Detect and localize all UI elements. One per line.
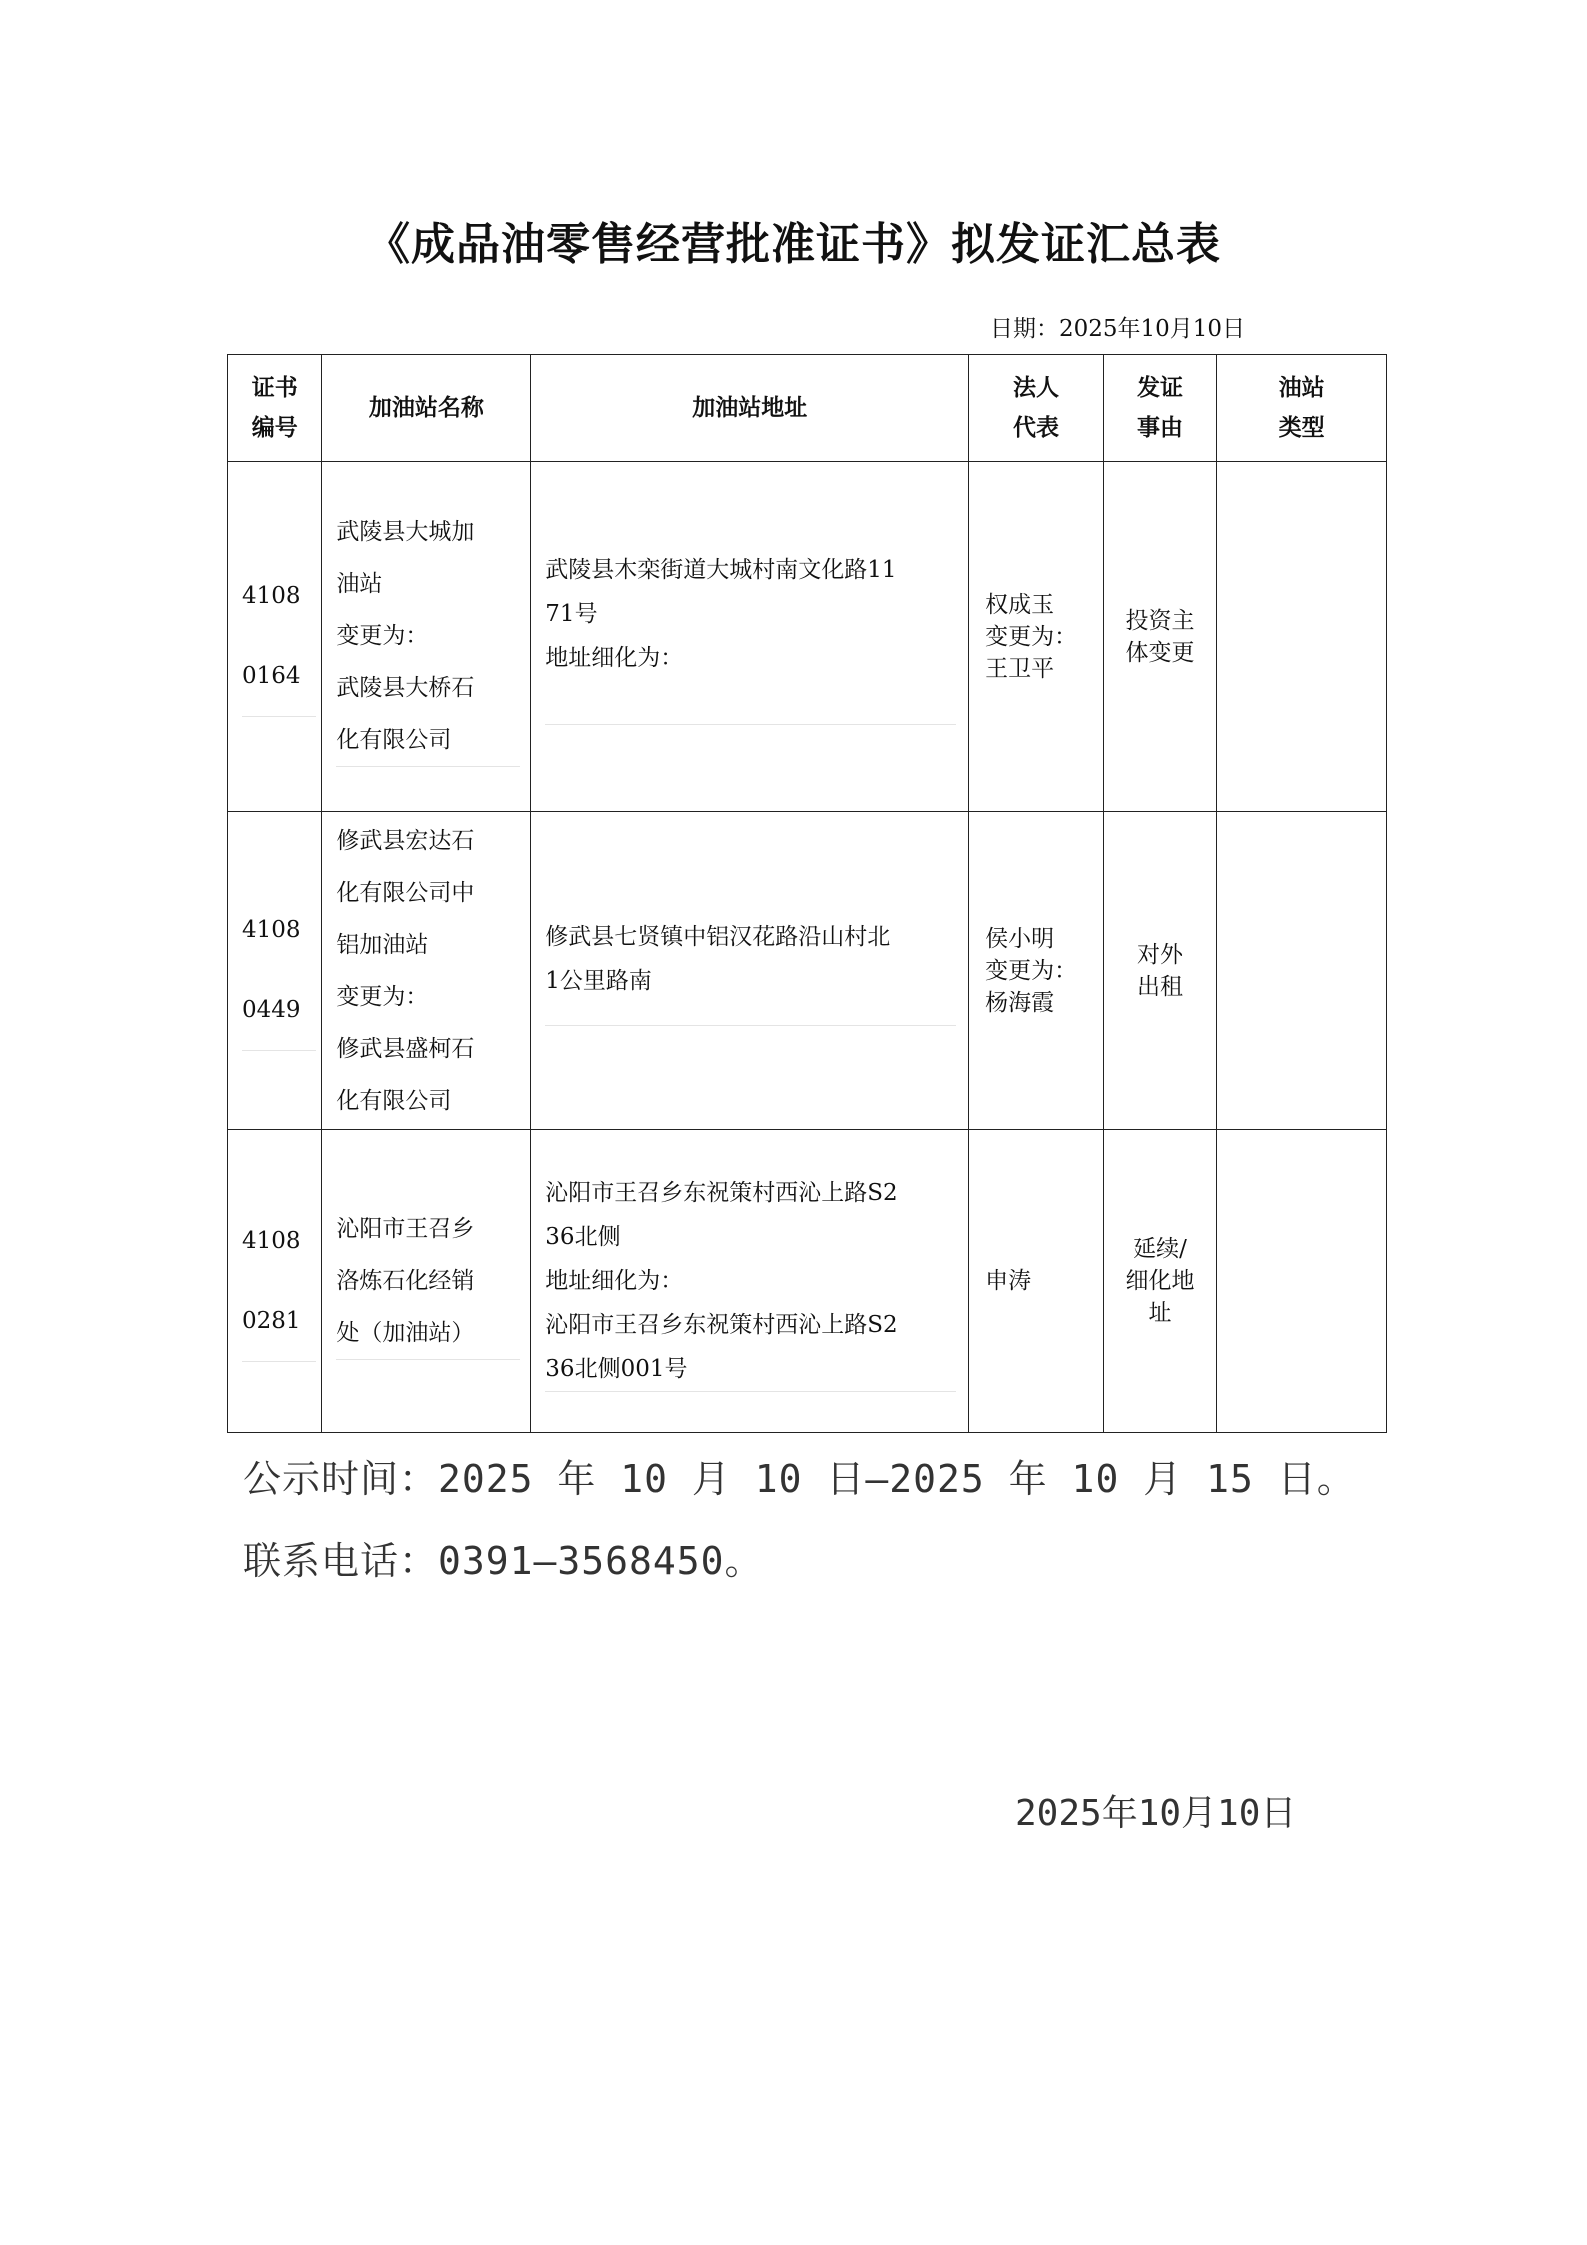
issue-reason: 延续/ 细化地 址	[1125, 1236, 1195, 1326]
table-row	[228, 1130, 1387, 1433]
reason-cell	[1103, 812, 1216, 1130]
cert-no-cell	[228, 462, 322, 812]
legal-rep: 侯小明 变更为： 杨海霞	[985, 925, 1078, 1016]
legal-rep-cell	[969, 462, 1104, 812]
notice-period: 公示时间：2025 年 10 月 10 日—2025 年 10 月 15 日。	[243, 1457, 1356, 1501]
header-legal-rep: 法人 代表	[969, 355, 1104, 462]
legal-rep: 权成玉 变更为： 王卫平	[985, 591, 1078, 682]
legal-rep: 申涛	[985, 1268, 1032, 1294]
station-name: 武陵县大城加 油站 变更为： 武陵县大桥石 化有限公司	[336, 506, 520, 767]
table-row	[228, 462, 1387, 812]
signature-date: 2025年10月10日	[1015, 1793, 1297, 1834]
station-name: 沁阳市王召乡 洛炼石化经销 处（加油站）	[336, 1203, 520, 1360]
header-station-address: 加油站地址	[531, 355, 969, 462]
station-address-cell	[531, 812, 969, 1130]
cert-no-cell	[228, 812, 322, 1130]
station-address-cell	[531, 1130, 969, 1433]
station-type-cell	[1217, 1130, 1387, 1433]
station-name-cell	[322, 1130, 531, 1433]
header-station-type: 油站 类型	[1217, 355, 1387, 462]
cert-no-part: 4108	[242, 1227, 301, 1254]
reason-cell	[1103, 462, 1216, 812]
cert-no-part: 0449	[242, 970, 316, 1051]
table-row	[228, 812, 1387, 1130]
cert-no-part: 0164	[242, 636, 316, 717]
cert-no-part: 0281	[242, 1281, 316, 1362]
issue-reason: 对外 出租	[1136, 941, 1183, 1000]
station-name-cell	[322, 462, 531, 812]
cert-no-part: 4108	[242, 917, 301, 943]
station-type-cell	[1217, 812, 1387, 1130]
station-name: 修武县宏达石 化有限公司中 铝加油站 变更为： 修武县盛柯石 化有限公司	[336, 827, 475, 1114]
document-title: 《成品油零售经营批准证书》拟发证汇总表	[366, 219, 1221, 270]
station-address: 武陵县木栾街道大城村南文化路11 71号 地址细化为：	[545, 548, 956, 725]
table-header-row	[228, 355, 1387, 462]
summary-table	[227, 354, 1387, 1433]
issue-reason: 投资主 体变更	[1125, 607, 1195, 666]
cert-no-cell	[228, 1130, 322, 1433]
contact-phone: 联系电话：0391—3568450。	[243, 1539, 764, 1583]
document-date: 日期：2025年10月10日	[990, 316, 1246, 342]
legal-rep-cell	[969, 1130, 1104, 1433]
header-cert-no: 证书 编号	[228, 355, 322, 462]
station-type-cell	[1217, 462, 1387, 812]
station-name-cell	[322, 812, 531, 1130]
station-address-cell	[531, 462, 969, 812]
legal-rep-cell	[969, 812, 1104, 1130]
header-reason: 发证 事由	[1103, 355, 1216, 462]
reason-cell	[1103, 1130, 1216, 1433]
station-address: 修武县七贤镇中铝汉花路沿山村北 1公里路南	[545, 915, 956, 1026]
station-address: 沁阳市王召乡东祝策村西沁上路S2 36北侧 地址细化为： 沁阳市王召乡东祝策村西沁上路S2 36北侧001号	[545, 1171, 956, 1392]
header-station-name: 加油站名称	[322, 355, 531, 462]
cert-no-part: 4108	[242, 583, 301, 609]
